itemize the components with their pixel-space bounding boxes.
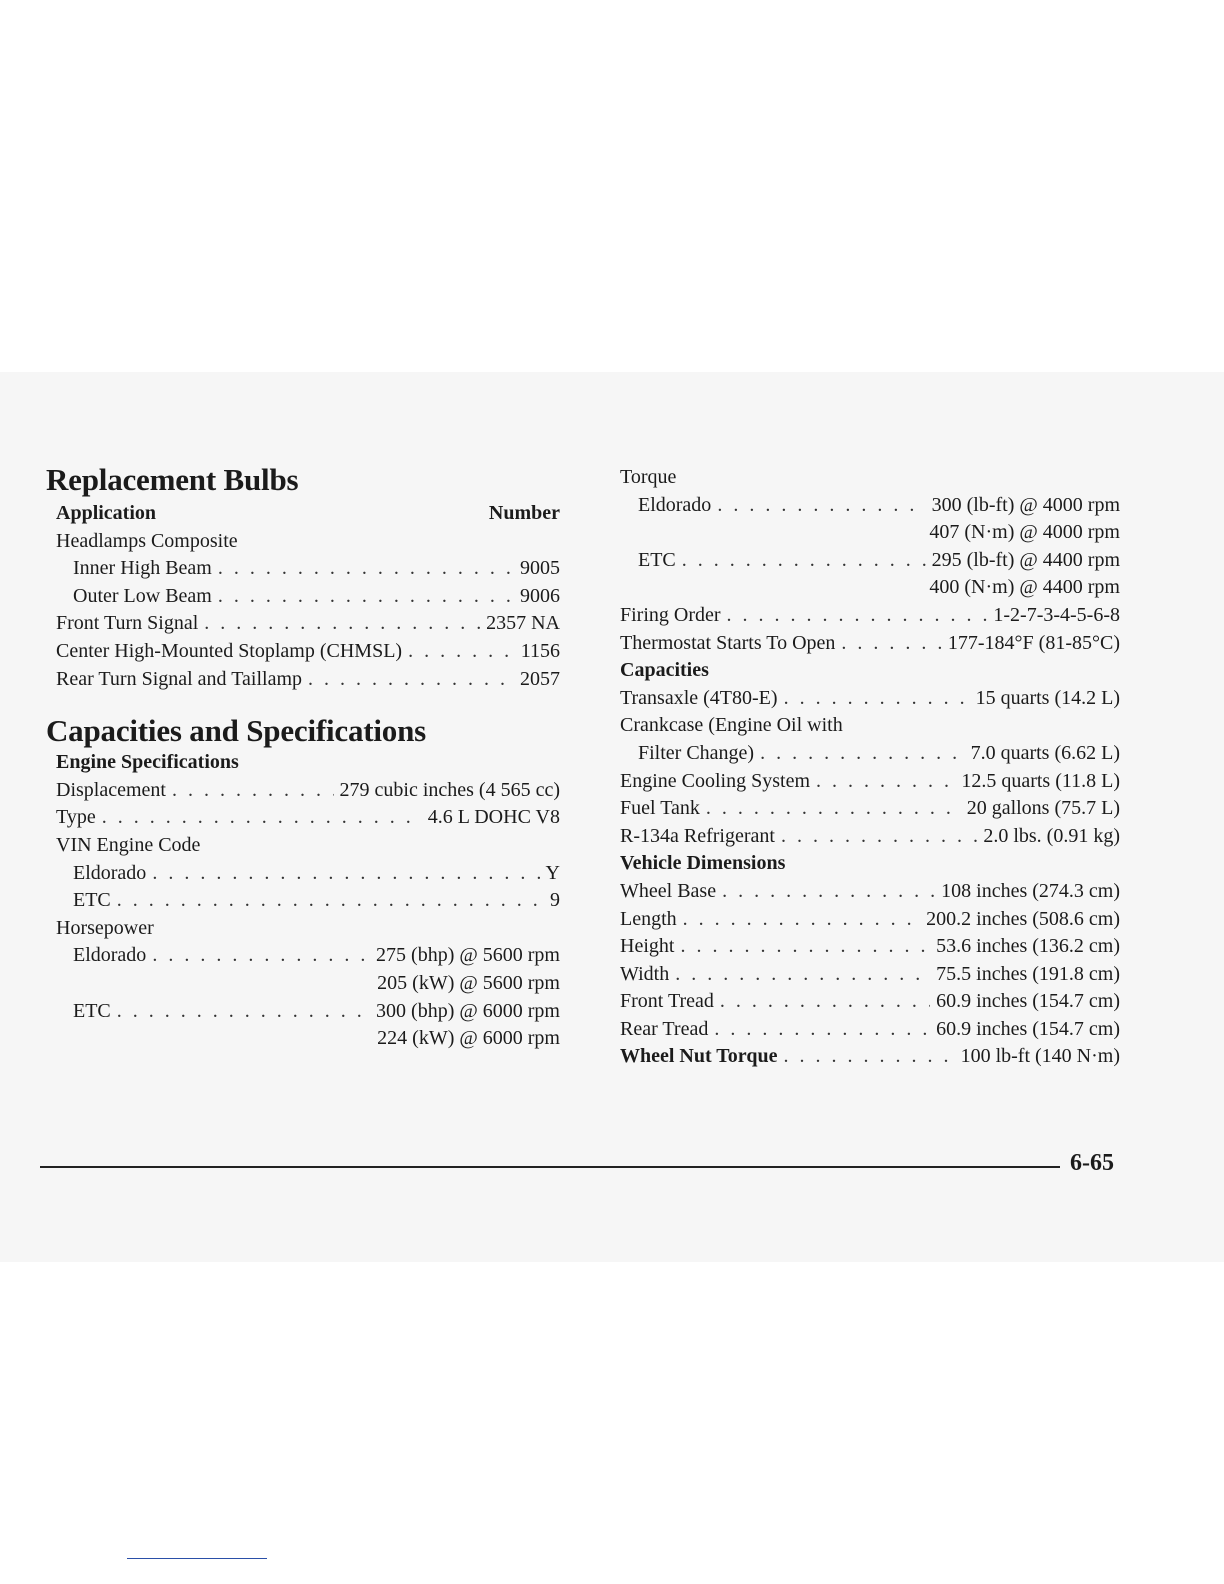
footer-rule	[40, 1166, 1060, 1168]
spec-row-hp-etc-kw: 224 (kW) @ 6000 rpm	[377, 1027, 560, 1050]
number-header: Number	[488, 502, 560, 524]
spec-row-crankcase: Filter Change) . . . 7.0 quarts (6.62 L)	[620, 740, 1120, 768]
bottom-link-line	[127, 1558, 267, 1559]
hp-label: Horsepower	[56, 916, 154, 939]
capacities-heading: Capacities	[620, 659, 709, 682]
spec-row-length: Length . . . 200.2 inches (508.6 cm)	[620, 906, 1120, 934]
dimensions-heading: Vehicle Dimensions	[620, 852, 786, 875]
spec-row-torque-eldorado-nm: 407 (N·m) @ 4000 rpm	[929, 521, 1120, 544]
spec-row-outer-low: Outer Low Beam . . . 9006	[46, 583, 560, 611]
spec-row-wheel-nut: Wheel Nut Torque . . . 100 lb-ft (140 N·m)	[620, 1043, 1120, 1071]
vin-label: VIN Engine Code	[56, 833, 201, 856]
headlamps-label: Headlamps Composite	[56, 529, 238, 552]
spec-row-front-tread: Front Tread . . . 60.9 inches (154.7 cm)	[620, 988, 1120, 1016]
spec-row-hp-eldorado: Eldorado . . . 275 (bhp) @ 5600 rpm	[46, 942, 560, 970]
spec-row-cooling: Engine Cooling System . . . 12.5 quarts (11.8 L)	[620, 768, 1120, 796]
spec-row-type: Type . . . 4.6 L DOHC V8	[46, 804, 560, 832]
spec-row-torque-etc-nm: 400 (N·m) @ 4400 rpm	[929, 576, 1120, 599]
spec-row-rear-turn: Rear Turn Signal and Taillamp . . . 2057	[46, 666, 560, 694]
spec-row-height: Height . . . 53.6 inches (136.2 cm)	[620, 933, 1120, 961]
spec-row-refrigerant: R-134a Refrigerant . . . 2.0 lbs. (0.91 kg)	[620, 823, 1120, 851]
spec-row-thermostat: Thermostat Starts To Open . . . 177-184°F (81-85°C)	[620, 630, 1120, 658]
spec-row-width: Width . . . 75.5 inches (191.8 cm)	[620, 961, 1120, 989]
spec-row-transaxle: Transaxle (4T80-E) . . . 15 quarts (14.2 L)	[620, 685, 1120, 713]
spec-row-inner-high: Inner High Beam . . . 9005	[46, 555, 560, 583]
specs-title: Capacities and Specifications	[46, 713, 426, 749]
spec-row-wheel-base: Wheel Base . . . 108 inches (274.3 cm)	[620, 878, 1120, 906]
spec-row-front-turn: Front Turn Signal . . . 2357 NA	[46, 610, 560, 638]
spec-row-fuel: Fuel Tank . . . 20 gallons (75.7 L)	[620, 795, 1120, 823]
spec-row-displacement: Displacement . . . 279 cubic inches (4 565 cc)	[46, 777, 560, 805]
application-header: Application	[56, 502, 157, 524]
spec-row-rear-tread: Rear Tread . . . 60.9 inches (154.7 cm)	[620, 1016, 1120, 1044]
spec-row-chmsl: Center High-Mounted Stoplamp (CHMSL) . . . 1156	[46, 638, 560, 666]
bulbs-header	[46, 500, 560, 528]
spec-row-vin-etc: ETC . . . 9	[46, 887, 560, 915]
spec-row-firing-order: Firing Order . . . 1-2-7-3-4-5-6-8	[620, 602, 1120, 630]
bulbs-title: Replacement Bulbs	[46, 462, 299, 497]
right-column	[620, 464, 1120, 1071]
engine-specs-heading: Engine Specifications	[56, 751, 239, 774]
spec-row-torque-eldorado: Eldorado . . . 300 (lb-ft) @ 4000 rpm	[620, 492, 1120, 520]
crankcase-label: Crankcase (Engine Oil with	[620, 714, 843, 737]
spec-row-torque-etc: ETC . . . 295 (lb-ft) @ 4400 rpm	[620, 547, 1120, 575]
spec-row-vin-eldorado: Eldorado . . . Y	[46, 860, 560, 888]
torque-label: Torque	[620, 466, 677, 488]
spec-row-hp-etc: ETC . . . 300 (bhp) @ 6000 rpm	[46, 998, 560, 1026]
left-column	[46, 462, 560, 1053]
page-number: 6-65	[1070, 1150, 1114, 1176]
spec-row-hp-eldorado-kw: 205 (kW) @ 5600 rpm	[377, 971, 560, 994]
